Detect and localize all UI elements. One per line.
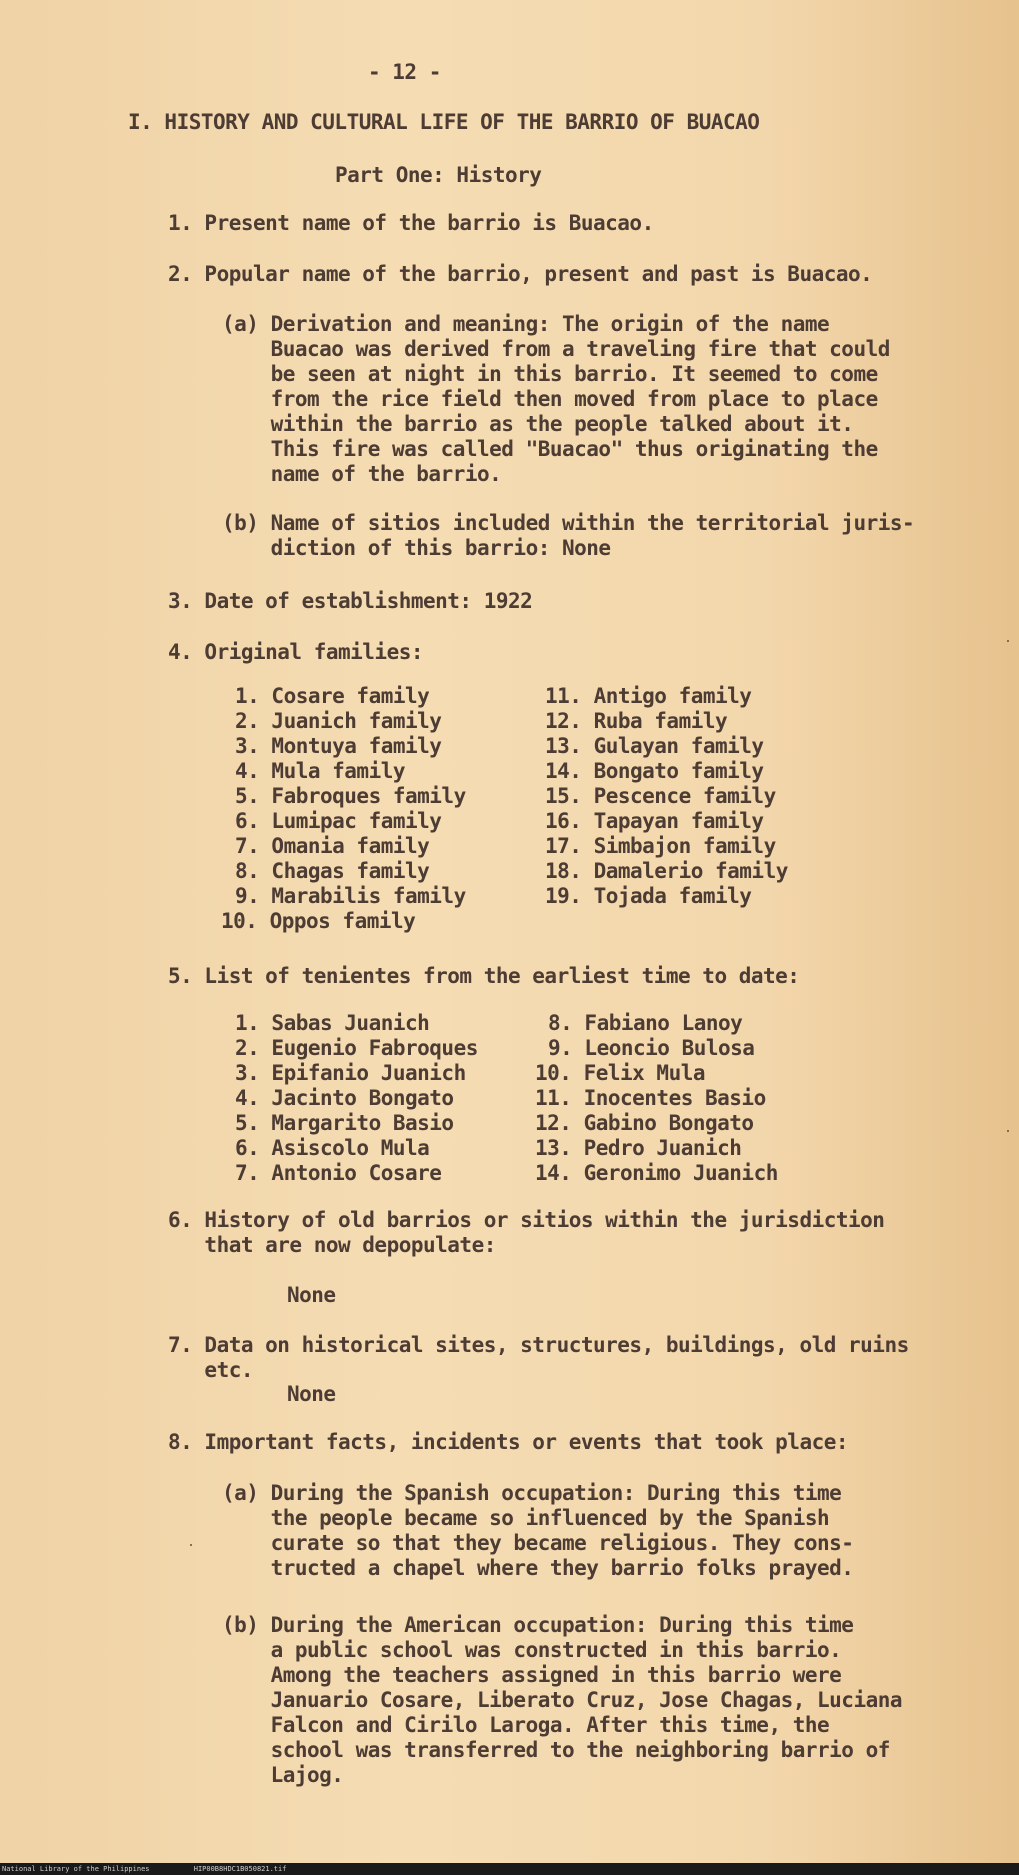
- list-item: 14. Geronimo Juanich: [535, 1161, 778, 1185]
- item-6-old-barrios: 6. History of old barrios or sitios within the jurisdiction that are now depopulate:: [168, 1208, 885, 1257]
- footer-library: National Library of the Philippines: [2, 1865, 150, 1873]
- item-8a-spanish-occupation: (a) During the Spanish occupation: During this time the people became so influenced by the Spanish curate so that they became religious. They cons- tructed a chapel where they barrio folks prayed.: [222, 1481, 854, 1580]
- list-item: 15. Pescence family: [545, 784, 776, 808]
- list-item: 13. Pedro Juanich: [535, 1136, 742, 1160]
- item-5-tenientes-heading: 5. List of tenientes from the earliest time to date:: [168, 964, 800, 988]
- tenientes-right-column: [535, 1011, 778, 1186]
- list-item: 16. Tapayan family: [545, 809, 764, 833]
- list-item: 7. Omania family: [235, 834, 430, 858]
- paper-speck: [1007, 640, 1009, 642]
- list-item: 8. Chagas family: [235, 859, 430, 883]
- list-item: 12. Ruba family: [545, 709, 728, 733]
- list-item: 8. Fabiano Lanoy: [548, 1011, 743, 1035]
- scan-footer: [0, 1863, 1019, 1875]
- list-item: 2. Juanich family: [235, 709, 442, 733]
- list-item: 18. Damalerio family: [545, 859, 788, 883]
- item-2-popular-name: 2. Popular name of the barrio, present and past is Buacao.: [168, 262, 873, 286]
- list-item: 11. Antigo family: [545, 684, 752, 708]
- page-number: - 12 -: [368, 60, 441, 84]
- list-item: 3. Montuya family: [235, 734, 442, 758]
- list-item: 11. Inocentes Basio: [535, 1086, 766, 1110]
- item-2b-sitios: (b) Name of sitios included within the territorial juris- diction of this barrio: None: [222, 511, 915, 560]
- list-item: 9. Leoncio Bulosa: [548, 1036, 755, 1060]
- item-8-important-facts: 8. Important facts, incidents or events that took place:: [168, 1430, 849, 1454]
- list-item: 4. Mula family: [235, 759, 406, 783]
- item-7-historical-sites: 7. Data on historical sites, structures, buildings, old ruins etc.: [168, 1333, 909, 1382]
- list-item: 14. Bongato family: [545, 759, 764, 783]
- families-right-column: [545, 684, 788, 909]
- list-item: 7. Antonio Cosare: [235, 1161, 442, 1185]
- list-item: 19. Tojada family: [545, 884, 752, 908]
- list-item: 12. Gabino Bongato: [535, 1111, 754, 1135]
- list-item: 4. Jacinto Bongato: [235, 1086, 454, 1110]
- tenientes-left-column: [235, 1011, 478, 1186]
- list-item: 13. Gulayan family: [545, 734, 764, 758]
- list-item: 9. Marabilis family: [235, 884, 466, 908]
- list-item: 10. Felix Mula: [535, 1061, 706, 1085]
- list-item: 1. Sabas Juanich: [235, 1011, 430, 1035]
- item-4-families-heading: 4. Original families:: [168, 640, 424, 664]
- section-subtitle: Part One: History: [335, 163, 542, 187]
- item-2a-derivation: (a) Derivation and meaning: The origin of the name Buacao was derived from a traveling fire that could be seen at night in this barrio. It seemed to come from the rice field then moved from place to place within the barrio as the people talked about it. This fire was called "Buacao" thus originating the name of the barrio.: [222, 312, 890, 486]
- item-7-answer: None: [287, 1382, 336, 1406]
- item-6-answer: None: [287, 1283, 336, 1307]
- list-item: 5. Fabroques family: [235, 784, 466, 808]
- families-left-column: [221, 684, 466, 934]
- list-item: 1. Cosare family: [235, 684, 430, 708]
- list-item: 6. Lumipac family: [235, 809, 442, 833]
- document-title: I. HISTORY AND CULTURAL LIFE OF THE BARRIO OF BUACAO: [128, 110, 760, 134]
- list-item: 5. Margarito Basio: [235, 1111, 454, 1135]
- item-1-present-name: 1. Present name of the barrio is Buacao.: [168, 211, 654, 235]
- item-8b-american-occupation: (b) During the American occupation: During this time a public school was constructed in this barrio. Among the teachers assigned in this barrio were Januario Cosare, Liberato Cruz, Jose Chagas, Luciana Falcon and Cirilo Laroga. After this time, the school was transferred to the neighboring barrio of Lajog.: [222, 1613, 903, 1787]
- list-item: 10. Oppos family: [221, 909, 416, 933]
- item-3-establishment: 3. Date of establishment: 1922: [168, 589, 533, 613]
- list-item: 17. Simbajon family: [545, 834, 776, 858]
- list-item: 3. Epifanio Juanich: [235, 1061, 466, 1085]
- paper-speck: [1007, 1130, 1009, 1132]
- list-item: 6. Asiscolo Mula: [235, 1136, 430, 1160]
- footer-file-id: HIP00B8HDC1B050821.tif: [193, 1865, 287, 1873]
- paper-speck: [190, 1544, 192, 1546]
- list-item: 2. Eugenio Fabroques: [235, 1036, 478, 1060]
